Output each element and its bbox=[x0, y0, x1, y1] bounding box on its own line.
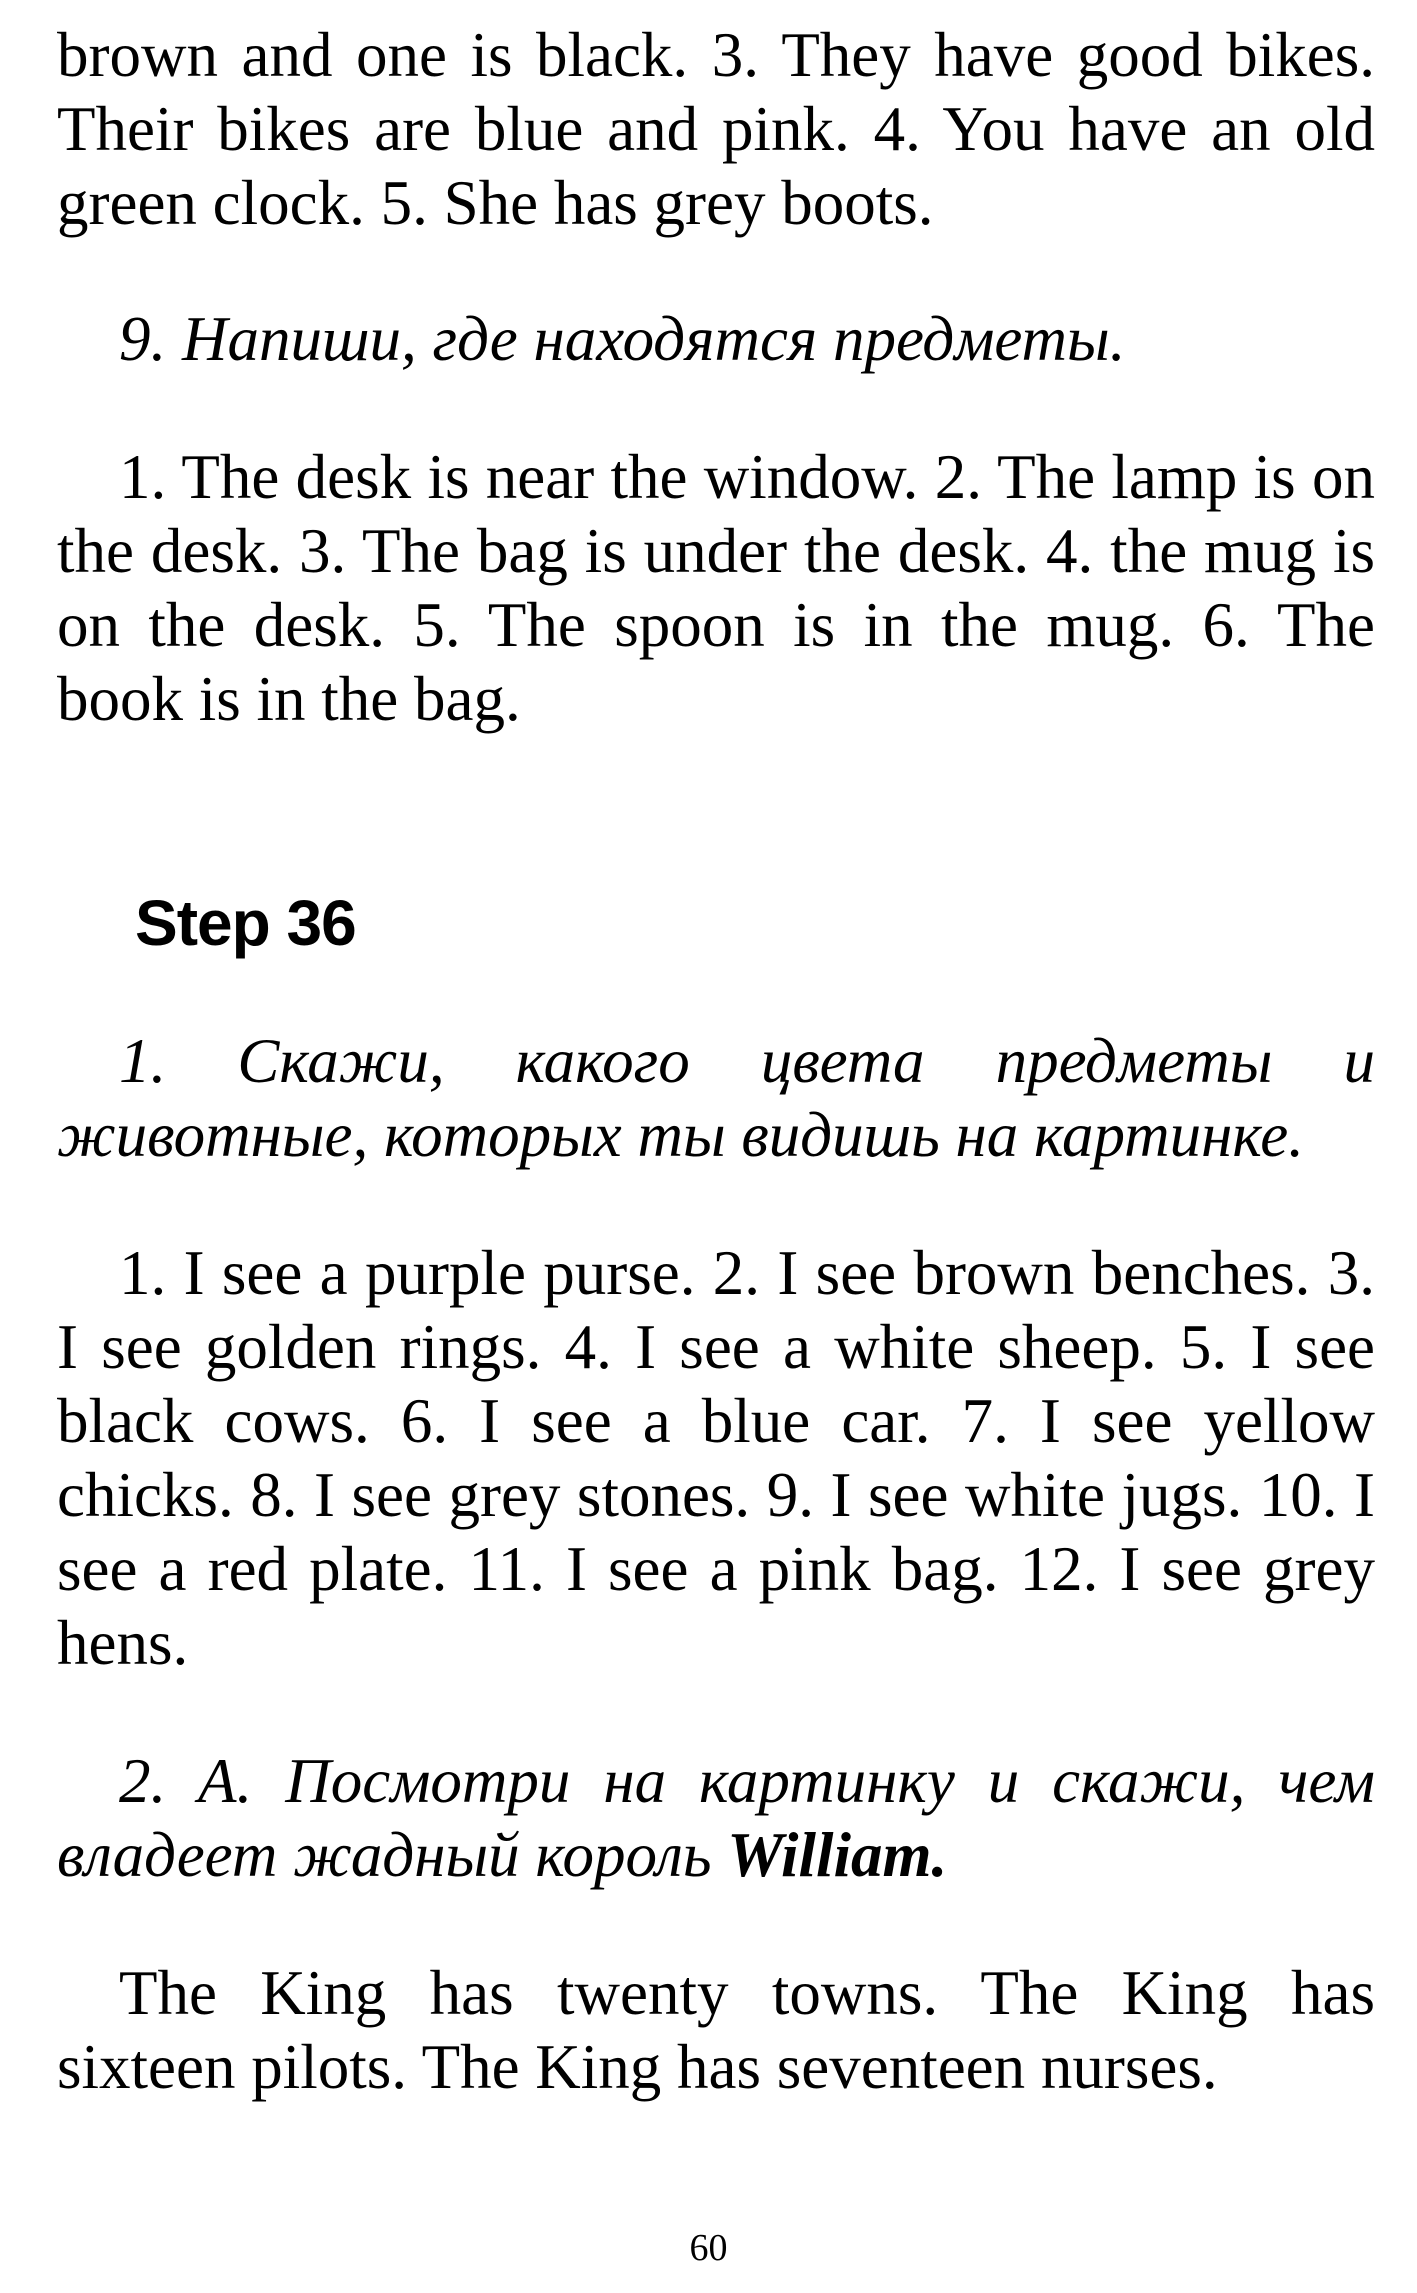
task-1-answer: 1. I see a purple purse. 2. I see brown benches. 3. I see golden rings. 4. I see a white sheep. 5. I see black cows. 6. I see a blue car. 7. I see yellow chicks. 8. I see grey stones. 9. I see white jugs. 10. I see a red plate. 11. I see a pink bag. 12. I see grey hens. bbox=[57, 1238, 1375, 1678]
page-content bbox=[57, 18, 1375, 2104]
task-2-instruction-text: 2. A. Посмотри на картинку и скажи, чем владеет жадный король bbox=[57, 1746, 1375, 1890]
step-heading: Step 36 bbox=[135, 887, 356, 959]
answer-text-top: brown and one is black. 3. They have good bikes. Their bikes are blue and pink. 4. You have an old green clock. 5. She has grey boots. bbox=[57, 20, 1375, 238]
task-9-answer: 1. The desk is near the window. 2. The lamp is on the desk. 3. The bag is under the desk. 4. the mug is on the desk. 5. The spoon is in the mug. 6. The book is in the bag. bbox=[57, 442, 1375, 734]
task-1-instruction: 1. Скажи, какого цвета предметы и животные, которых ты видишь на картинке. bbox=[57, 1026, 1375, 1170]
task-2-instruction-name: William. bbox=[727, 1820, 948, 1890]
task-9-instruction: 9. Напиши, где находятся предметы. bbox=[119, 304, 1126, 374]
page-number: 60 bbox=[689, 2227, 728, 2269]
task-2-answer: The King has twenty towns. The King has sixteen pilots. The King has seventeen nurses. bbox=[57, 1958, 1375, 2102]
task-2-instruction bbox=[57, 1744, 1375, 1892]
